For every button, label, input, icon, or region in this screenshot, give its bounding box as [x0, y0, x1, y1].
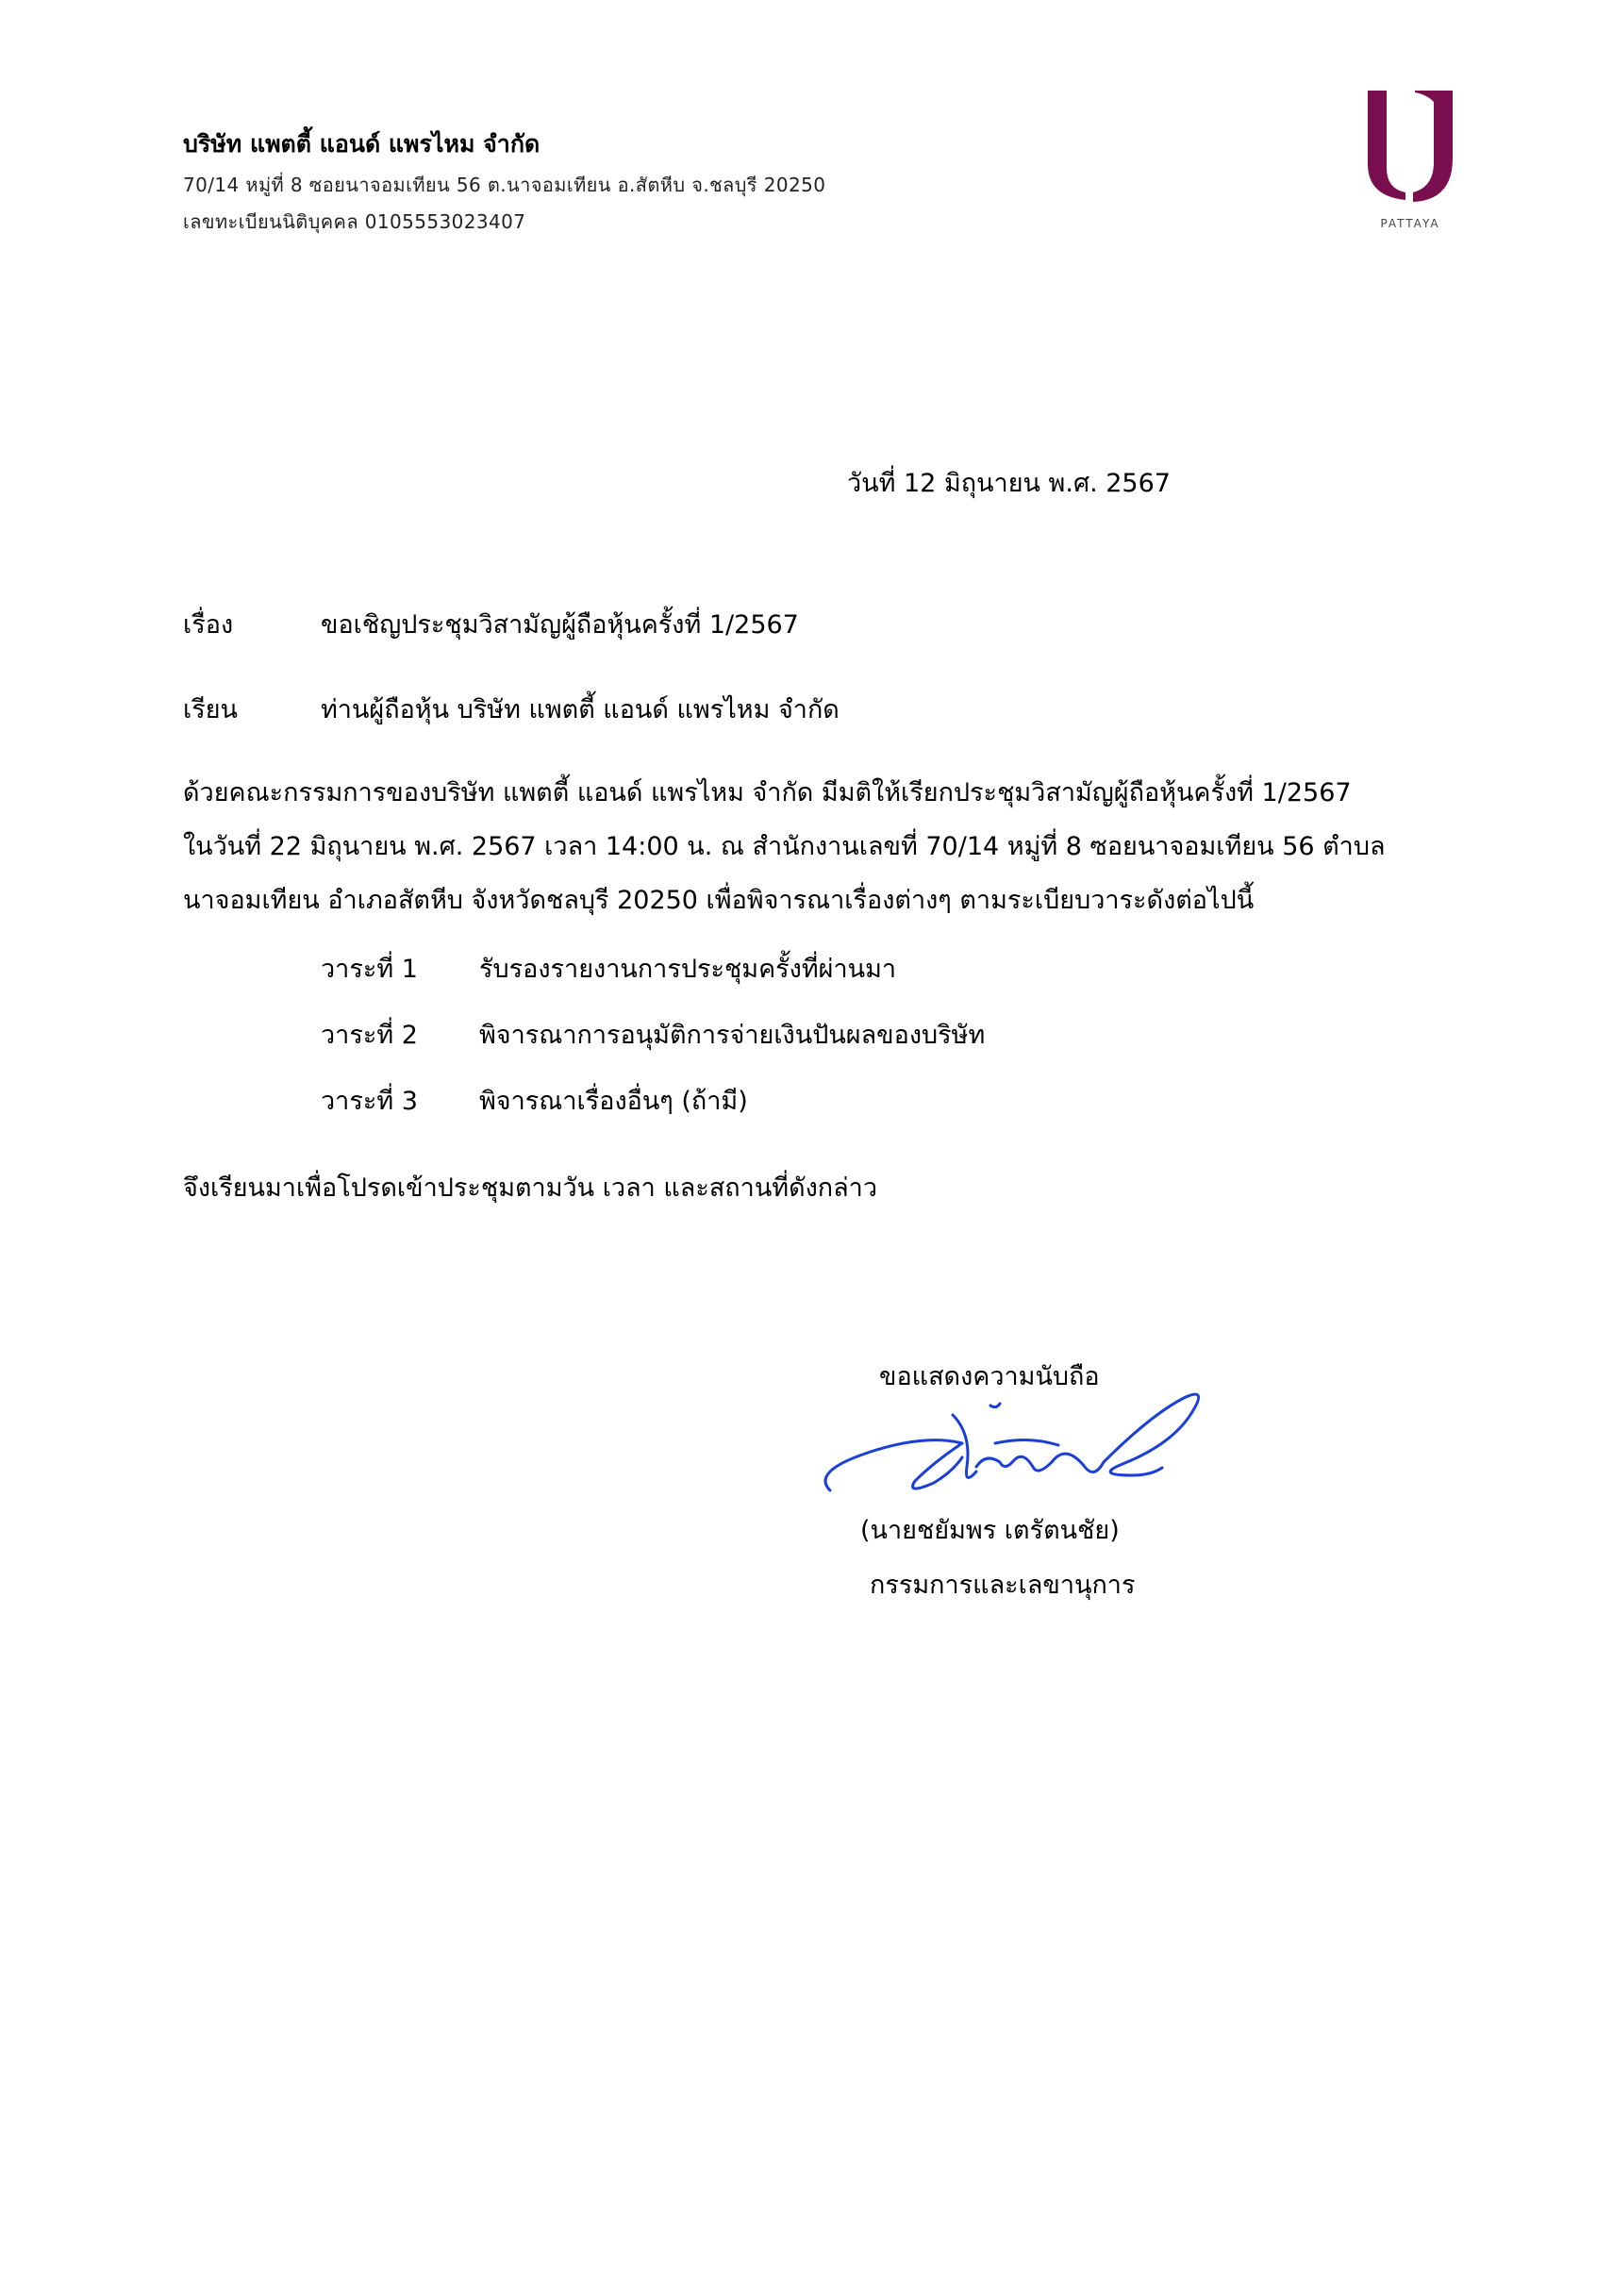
recipient-label: เรียน	[183, 695, 239, 724]
agenda-text-1: รับรองรายงานการประชุมครั้งที่ผ่านมา	[479, 955, 897, 984]
agenda-text-3: พิจารณาเรื่องอื่นๆ (ถ้ามี)	[479, 1087, 748, 1116]
closing-text: จึงเรียนมาเพื่อโปรดเข้าประชุมตามวัน เวลา และสถานที่ดังกล่าว	[183, 1173, 878, 1203]
signature-image	[811, 1377, 1207, 1519]
body-line-1: ด้วยคณะกรรมการของบริษัท แพตตี้ แอนด์ แพรไหม จำกัด มีมติให้เรียกประชุมวิสามัญผู้ถือหุ้นครั้งที่ 1/2567	[183, 778, 1352, 807]
company-logo	[1358, 83, 1462, 239]
company-name: บริษัท แพตตี้ แอนด์ แพรไหม จำกัด	[183, 130, 540, 158]
signer-name: (นายชยัมพร เตรัตนชัย)	[860, 1516, 1120, 1545]
recipient-text: ท่านผู้ถือหุ้น บริษัท แพตตี้ แอนด์ แพรไหม จำกัด	[321, 695, 840, 724]
body-line-3: นาจอมเทียน อำเภอสัตหีบ จังหวัดชลบุรี 20250 เพื่อพิจารณาเรื่องต่างๆ ตามระเบียบวาระดังต่อไปนี้	[183, 886, 1255, 915]
logo-text: PATTAYA	[1380, 217, 1440, 230]
company-registration: เลขทะเบียนนิติบุคคล 0105553023407	[183, 210, 526, 233]
letter-date: วันที่ 12 มิถุนายน พ.ศ. 2567	[847, 469, 1171, 498]
signer-title: กรรมการและเลขานุการ	[870, 1571, 1136, 1600]
agenda-label-3: วาระที่ 3	[321, 1087, 418, 1116]
regards-text: ขอแสดงความนับถือ	[879, 1362, 1100, 1391]
agenda-text-2: พิจารณาการอนุมัติการจ่ายเงินปันผลของบริษัท	[479, 1021, 986, 1050]
body-line-2: ในวันที่ 22 มิถุนายน พ.ศ. 2567 เวลา 14:00 น. ณ สำนักงานเลขที่ 70/14 หมู่ที่ 8 ซอยนาจอมเทียน 56 ตำบล	[183, 832, 1386, 861]
agenda-label-1: วาระที่ 1	[321, 955, 418, 984]
agenda-label-2: วาระที่ 2	[321, 1021, 418, 1050]
subject-text: ขอเชิญประชุมวิสามัญผู้ถือหุ้นครั้งที่ 1/2567	[321, 610, 799, 640]
company-address: 70/14 หมู่ที่ 8 ซอยนาจอมเทียน 56 ต.นาจอมเทียน อ.สัตหีบ จ.ชลบุรี 20250	[183, 174, 826, 196]
subject-label: เรื่อง	[183, 610, 234, 640]
u-logo-icon	[1358, 83, 1462, 210]
